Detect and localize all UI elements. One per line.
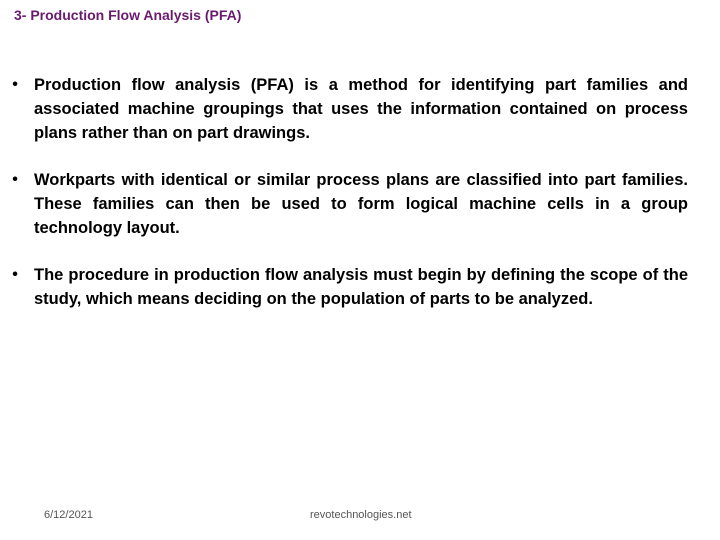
bullet-text: Workparts with identical or similar process plans are classified into part families. These families can then be used to form logical machine cells in a group technology layout. [34, 171, 688, 237]
footer-site: revotechnologies.net [310, 509, 412, 521]
bullet-dot-icon: • [12, 266, 18, 283]
bullet-item [8, 73, 688, 145]
bullet-item [8, 263, 688, 311]
bullet-dot-icon: • [12, 76, 18, 93]
bullet-text: The procedure in production flow analysis must begin by defining the scope of the study, which means deciding on the population of parts to be analyzed. [34, 266, 688, 308]
bullet-text: Production flow analysis (PFA) is a method for identifying part families and associated machine groupings that uses the information contained on process plans rather than on part drawings. [34, 76, 688, 142]
footer-date: 6/12/2021 [44, 509, 93, 521]
bullet-list [8, 73, 688, 334]
slide-title: 3- Production Flow Analysis (PFA) [14, 7, 242, 23]
bullet-item [8, 168, 688, 240]
bullet-dot-icon: • [12, 171, 18, 188]
